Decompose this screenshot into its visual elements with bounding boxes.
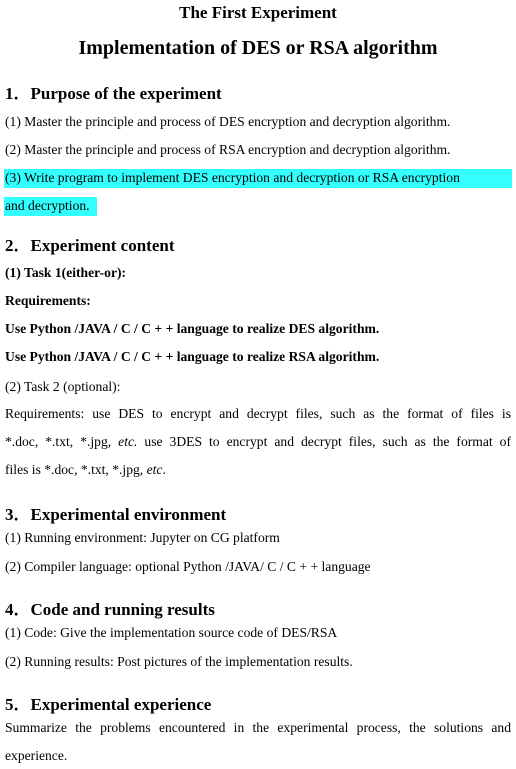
section-2-heading: 2．Experiment content [5, 236, 175, 255]
section-5-heading: 5．Experimental experience [5, 695, 212, 714]
section-1-item-3-line-1 [5, 170, 511, 186]
section-5-line-2: experience. [5, 748, 68, 763]
section-1-item-3-line-2: and decryption. [5, 198, 90, 213]
task-1-label: (1) Task 1(either-or): [5, 265, 127, 280]
section-3-item-1: (1) Running environment: Jupyter on CG platform [5, 530, 280, 545]
task-2-line-3-pre: files is *.doc, *.txt, *.jpg, [5, 462, 144, 477]
task-2-line-3-etc: etc [146, 462, 163, 477]
document-subtitle: Implementation of DES or RSA algorithm [78, 37, 438, 59]
section-3-heading: 3．Experimental environment [5, 505, 227, 524]
task-2-line-2 [5, 434, 511, 450]
task-2-line-2-post: use 3DES to encrypt and decrypt files, such as the format of [144, 434, 511, 449]
section-5-line-1: Summarize the problems encountered in the experimental process, the solutions and [5, 720, 511, 735]
section-3-item-2: (2) Compiler language: optional Python /JAVA/ C / C + + language [5, 559, 371, 574]
section-1-heading: 1．Purpose of the experiment [5, 84, 222, 103]
section-4-heading: 4．Code and running results [5, 600, 215, 619]
task-2-line-1: Requirements: use DES to encrypt and decrypt files, such as the format of files is [5, 406, 511, 421]
section-1-item-2: (2) Master the principle and process of RSA encryption and decryption algorithm. [5, 142, 451, 157]
task-2-line-3 [5, 462, 166, 478]
section-1-item-3-text-1: (3) Write program to implement DES encryption and decryption or RSA encryption [5, 170, 460, 185]
requirement-des: Use Python /JAVA / C / C + + language to realize DES algorithm. [5, 321, 380, 336]
task-2-line-3-post: . [162, 462, 166, 477]
requirements-label: Requirements: [5, 293, 91, 308]
section-4-item-2: (2) Running results: Post pictures of the implementation results. [5, 654, 353, 669]
section-1-item-1: (1) Master the principle and process of DES encryption and decryption algorithm. [5, 114, 451, 129]
requirement-rsa: Use Python /JAVA / C / C + + language to realize RSA algorithm. [5, 349, 380, 364]
task-2-label: (2) Task 2 (optional): [5, 379, 121, 394]
document-title: The First Experiment [179, 3, 337, 22]
section-4-item-1: (1) Code: Give the implementation source code of DES/RSA [5, 625, 338, 640]
task-2-line-2-pre: *.doc, *.txt, *.jpg, [5, 434, 112, 449]
task-2-line-2-etc: etc. [118, 434, 138, 449]
